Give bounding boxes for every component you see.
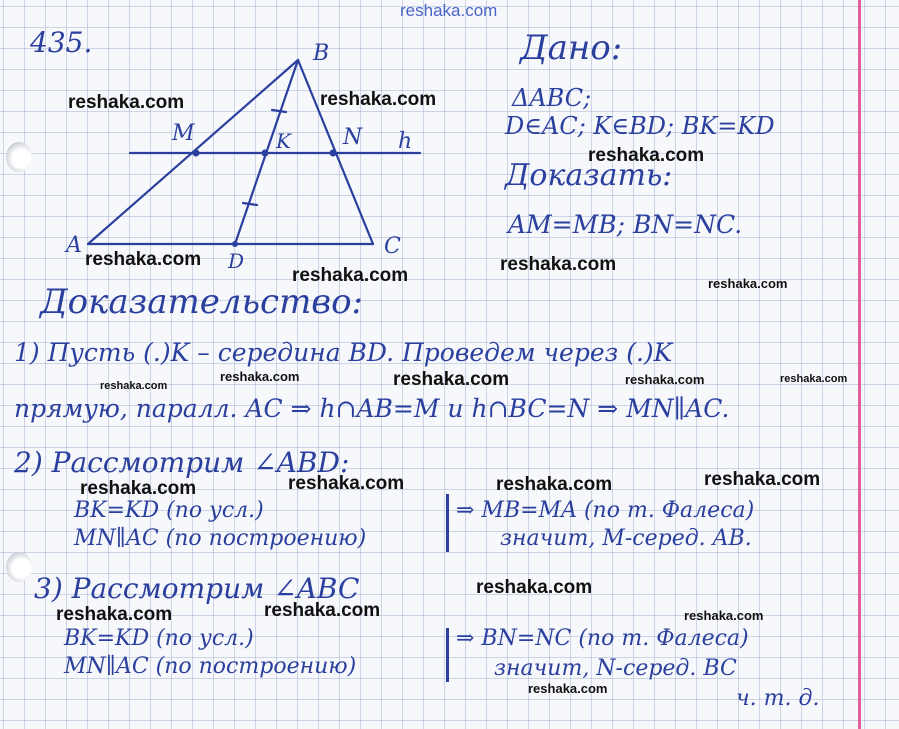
watermark: reshaka.com — [528, 681, 608, 696]
label-n: N — [343, 125, 363, 150]
watermark: reshaka.com — [85, 249, 202, 270]
label-b: B — [313, 41, 330, 66]
watermark: reshaka.com — [476, 577, 593, 598]
watermark: reshaka.com — [100, 380, 168, 392]
proof-heading: Доказательство: — [40, 282, 364, 322]
label-c: C — [384, 234, 401, 259]
given-conditions: D∈AC; K∈BD; BK=KD — [505, 112, 775, 140]
step2-heading: 2) Рассмотрим ∠ABD: — [14, 446, 350, 479]
watermark: reshaka.com — [684, 608, 764, 623]
step3-condition2: MN∥AC (по построению) — [64, 654, 357, 679]
watermark-top: reshaka.com — [400, 1, 498, 20]
tick-kd — [243, 203, 257, 205]
watermark: reshaka.com — [320, 89, 437, 110]
watermark: reshaka.com — [220, 369, 300, 384]
step1-line1: 1) Пусть (.)K – середина BD. Проведем через (.)K — [14, 338, 673, 367]
watermark: reshaka.com — [80, 478, 197, 499]
watermark: reshaka.com — [288, 473, 405, 494]
step2-result2: значит, M-серед. AB. — [500, 526, 752, 551]
step2-condition2: MN∥AC (по построению) — [74, 526, 367, 551]
step2-brace — [446, 494, 449, 552]
prove-heading: Доказать: — [505, 158, 673, 193]
step3-result2: значит, N-серед. BC — [494, 656, 737, 681]
label-m: M — [172, 121, 195, 146]
problem-number: 435. — [30, 26, 93, 59]
watermark: reshaka.com — [704, 469, 821, 490]
point-k — [262, 150, 269, 157]
watermark: reshaka.com — [588, 145, 705, 166]
step3-heading: 3) Рассмотрим ∠ABC — [34, 572, 360, 605]
step2-result1: ⇒ MB=MA (по т. Фалеса) — [456, 498, 755, 523]
watermark: reshaka.com — [56, 604, 173, 625]
given-triangle: ΔABC; — [512, 84, 592, 112]
watermark: reshaka.com — [292, 265, 409, 286]
label-k: K — [276, 129, 291, 153]
watermark: reshaka.com — [708, 276, 788, 291]
step2-condition1: BK=KD (по усл.) — [74, 498, 264, 523]
step3-condition1: BK=KD (по усл.) — [64, 626, 254, 651]
watermark: reshaka.com — [496, 474, 613, 495]
label-h: h — [398, 129, 413, 154]
step3-qed: ч. т. д. — [736, 686, 820, 711]
watermark: reshaka.com — [500, 254, 617, 275]
step1-line2: прямую, паралл. AC ⇒ h∩AB=M и h∩BC=N ⇒ MN∥AC. — [14, 394, 730, 423]
label-d: D — [228, 249, 245, 273]
prove-statement: AM=MB; BN=NC. — [508, 210, 743, 239]
label-a: A — [66, 233, 82, 258]
watermark: reshaka.com — [393, 369, 510, 390]
step3-result1: ⇒ BN=NC (по т. Фалеса) — [456, 626, 749, 651]
watermark: reshaka.com — [625, 372, 705, 387]
point-d — [232, 241, 238, 247]
given-heading: Дано: — [520, 28, 623, 68]
step3-brace — [446, 628, 449, 682]
watermark: reshaka.com — [68, 92, 185, 113]
tick-bk — [272, 110, 286, 112]
point-n — [330, 150, 337, 157]
point-m — [193, 150, 200, 157]
watermark: reshaka.com — [780, 373, 848, 385]
watermark: reshaka.com — [264, 600, 381, 621]
